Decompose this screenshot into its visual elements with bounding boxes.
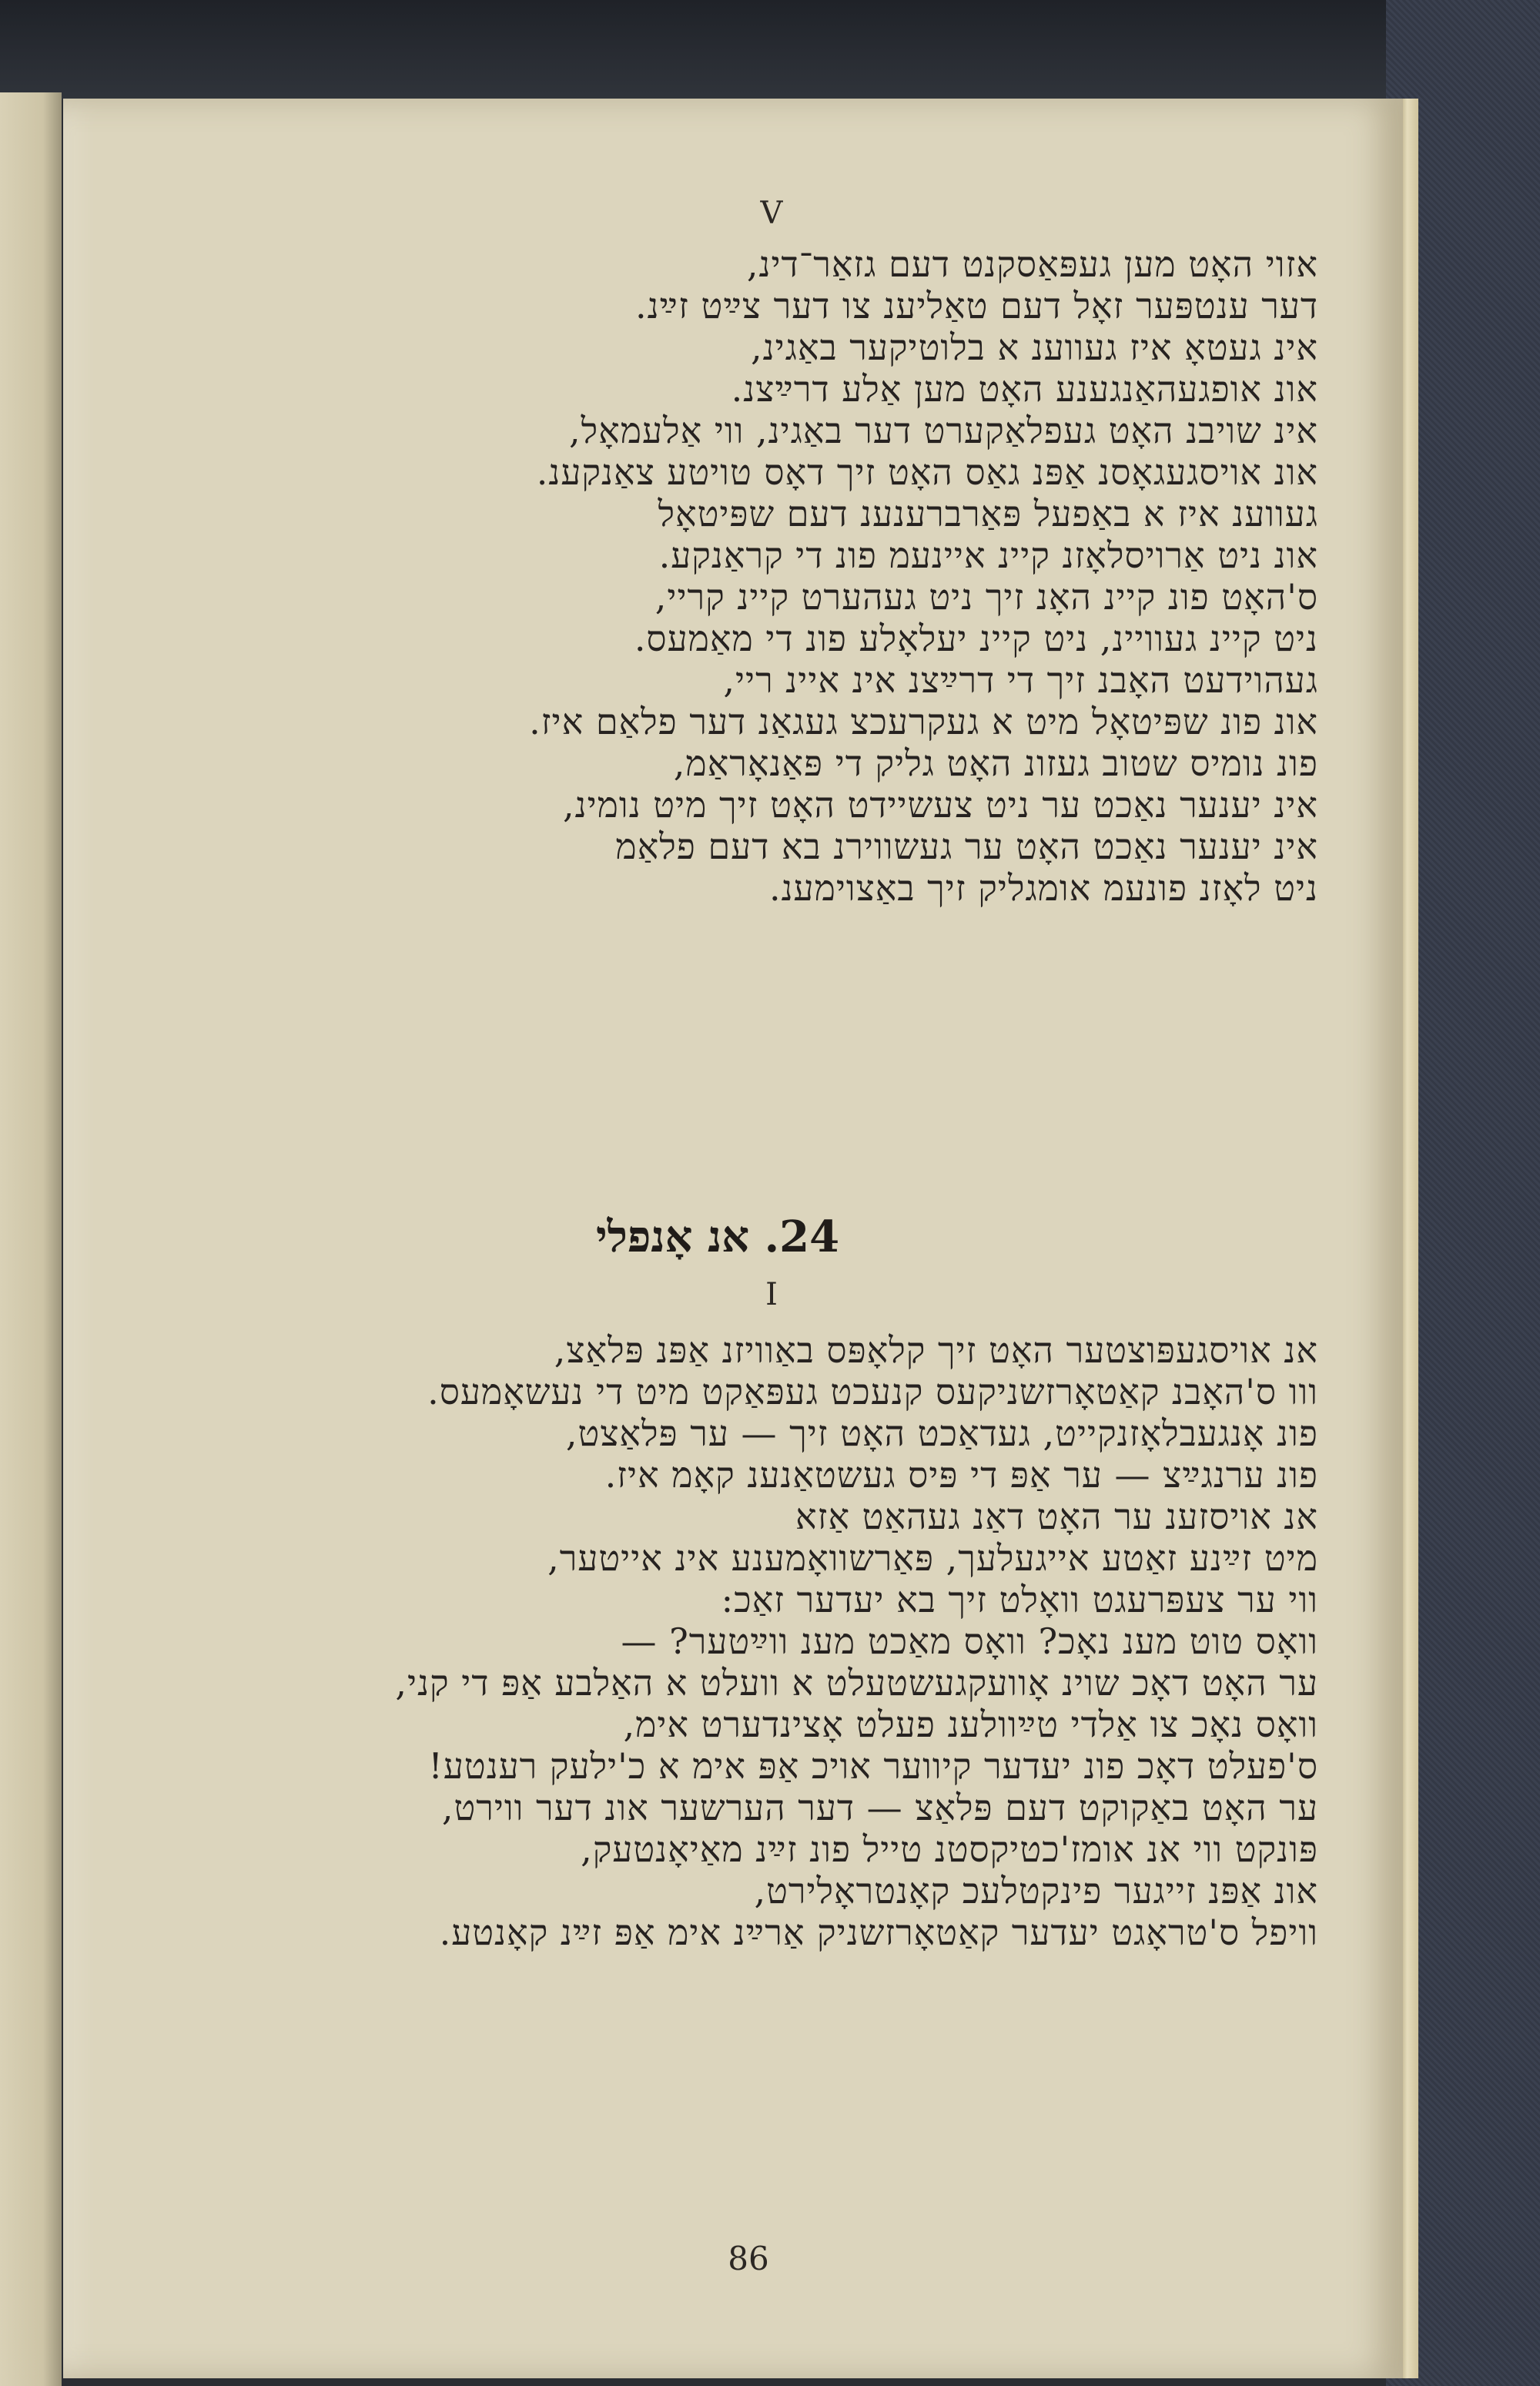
poem-line: ניט קיינ געוויינ, ניט קיינ יעלאָלע פונ די מאַמעס. <box>634 618 1318 659</box>
previous-page-edge <box>0 92 62 2386</box>
stanza-one <box>209 245 1318 910</box>
section-numeral-v: V <box>760 196 783 231</box>
poem-line: אזוי האָט מען געפּאַסקנט דעם גזאַר־דינ, <box>746 243 1318 285</box>
poem-line: וואָס נאָכ צו אַלדי טײַוולענ פעלט אָצינדערט אימ, <box>623 1704 1318 1745</box>
poem-line: אנ אויסגעפּוצטער האָט זיך קלאָפּס באַוויזנ אַפּנ פּלאַצ, <box>554 1329 1318 1371</box>
poem-line: ער האָט באַקוקט דעם פּלאַצ — דער הערשער אונ דער ווירט, <box>441 1787 1318 1828</box>
poem-line: פונ ערנגײַצ — ער אַפּ די פּיס געשטאַנענ קאָמ איז. <box>604 1454 1318 1496</box>
poem-line: פּונקט ווי אנ אומז'כטיקסטנ טייל פונ זײַנ מאַיאָנטעק, <box>581 1828 1318 1870</box>
poem-line: ס'פעלט דאָכ פונ יעדער קיווער אויכ אַפּ אימ א כ'ילעק רענטע! <box>428 1745 1318 1787</box>
poem-title-text: אנ אָנפלי <box>595 1211 750 1262</box>
poem-line: אונ אויסגעגאָסנ אַפּנ גאַס האָט זיך דאָס טויטע צאַנקענ. <box>536 451 1318 493</box>
poem-line: אונ אַפּנ זייגער פינקטלעכ קאָנטראָלירט, <box>754 1870 1318 1912</box>
book-page <box>63 99 1403 2378</box>
poem-line: ווו ס'האָבנ קאַטאָרזשניקעס קנעכט געפּאַקט מיט די נעשאָמעס. <box>427 1371 1318 1412</box>
poem-number: 24. <box>764 1211 840 1262</box>
poem-line: וואָס טוט מענ נאָכ? וואָס מאַכט מענ ווײַטער? — <box>621 1620 1318 1662</box>
poem-line: ניט לאָזנ פונעמ אומגליק זיך באַצוימענ. <box>768 867 1318 909</box>
poem-line: אינ שויבנ האָט געפלאַקערט דער באַגינ, ווי אַלעמאָל, <box>569 410 1318 451</box>
poem-line: פונ נומיס שטוב געזונ האָט גליק די פּאַנאָראַמ, <box>673 742 1318 784</box>
page-number: 86 <box>728 2240 769 2277</box>
poem-line: ער האָט דאָכ שוינ אָוועקגעשטעלט א וועלט א האַלבע אַפּ די קני, <box>395 1662 1318 1704</box>
poem-line: אינ יענער נאַכט ער ניט צעשיידט האָט זיך מיט נומינ, <box>563 784 1318 826</box>
stanza-two <box>209 1331 1318 1955</box>
poem-line: געווענ איז א באַפעל פּאַרברענענ דעם שפּיטאָל <box>658 493 1318 535</box>
poem-line: אנ אויסזענ ער האָט דאַנ געהאַט אַזא <box>795 1496 1318 1537</box>
poem-line: אינ געטאָ איז געווענ א בלוטיקער באַגינ, <box>751 327 1318 368</box>
poem-line: אונ אופגעהאַנגענע האָט מען אַלע דרײַצנ. <box>731 368 1318 410</box>
poem-line: ווי ער צעפּרעגט וואָלט זיך בא יעדער זאַכ: <box>721 1579 1318 1620</box>
poem-line: וויפל ס'טראָגט יעדער קאַטאָרזשניק אַרײַנ אימ אַפּ זײַנ קאָנטע. <box>439 1912 1318 1953</box>
poem-line: אונ ניט אַרויסלאָזנ קיינ איינעמ פונ די קראַנקע. <box>658 535 1318 576</box>
poem-title <box>525 1211 910 1262</box>
poem-line: אונ פונ שפּיטאָל מיט א געקרעכצ געגאַנ דער פלאַם איז. <box>529 701 1318 742</box>
book-cover-top <box>0 0 1540 100</box>
poem-line: דער ענטפּער זאָל דעם טאַליענ צו דער צײַט זײַנ. <box>634 285 1318 327</box>
poem-line: פונ אָנגעבלאָזנקייט, געדאַכט האָט זיך — ער פּלאַצט, <box>565 1412 1318 1454</box>
poem-line: מיט זײַנע זאַטע אייגעלעך, פּאַרשוואָמענע אינ אייטער, <box>547 1537 1318 1579</box>
poem-line: געהוידעט האָבנ זיך די דרײַצנ אינ איינ ריי, <box>723 659 1318 701</box>
poem-line: אינ יענער נאַכט האָט ער געשווירנ בא דעם פלאַמ <box>615 826 1318 867</box>
section-numeral-i: I <box>765 1277 778 1312</box>
poem-line: ס'האָט פונ קיינ האָנ זיך ניט געהערט קיינ קריי, <box>654 576 1318 618</box>
